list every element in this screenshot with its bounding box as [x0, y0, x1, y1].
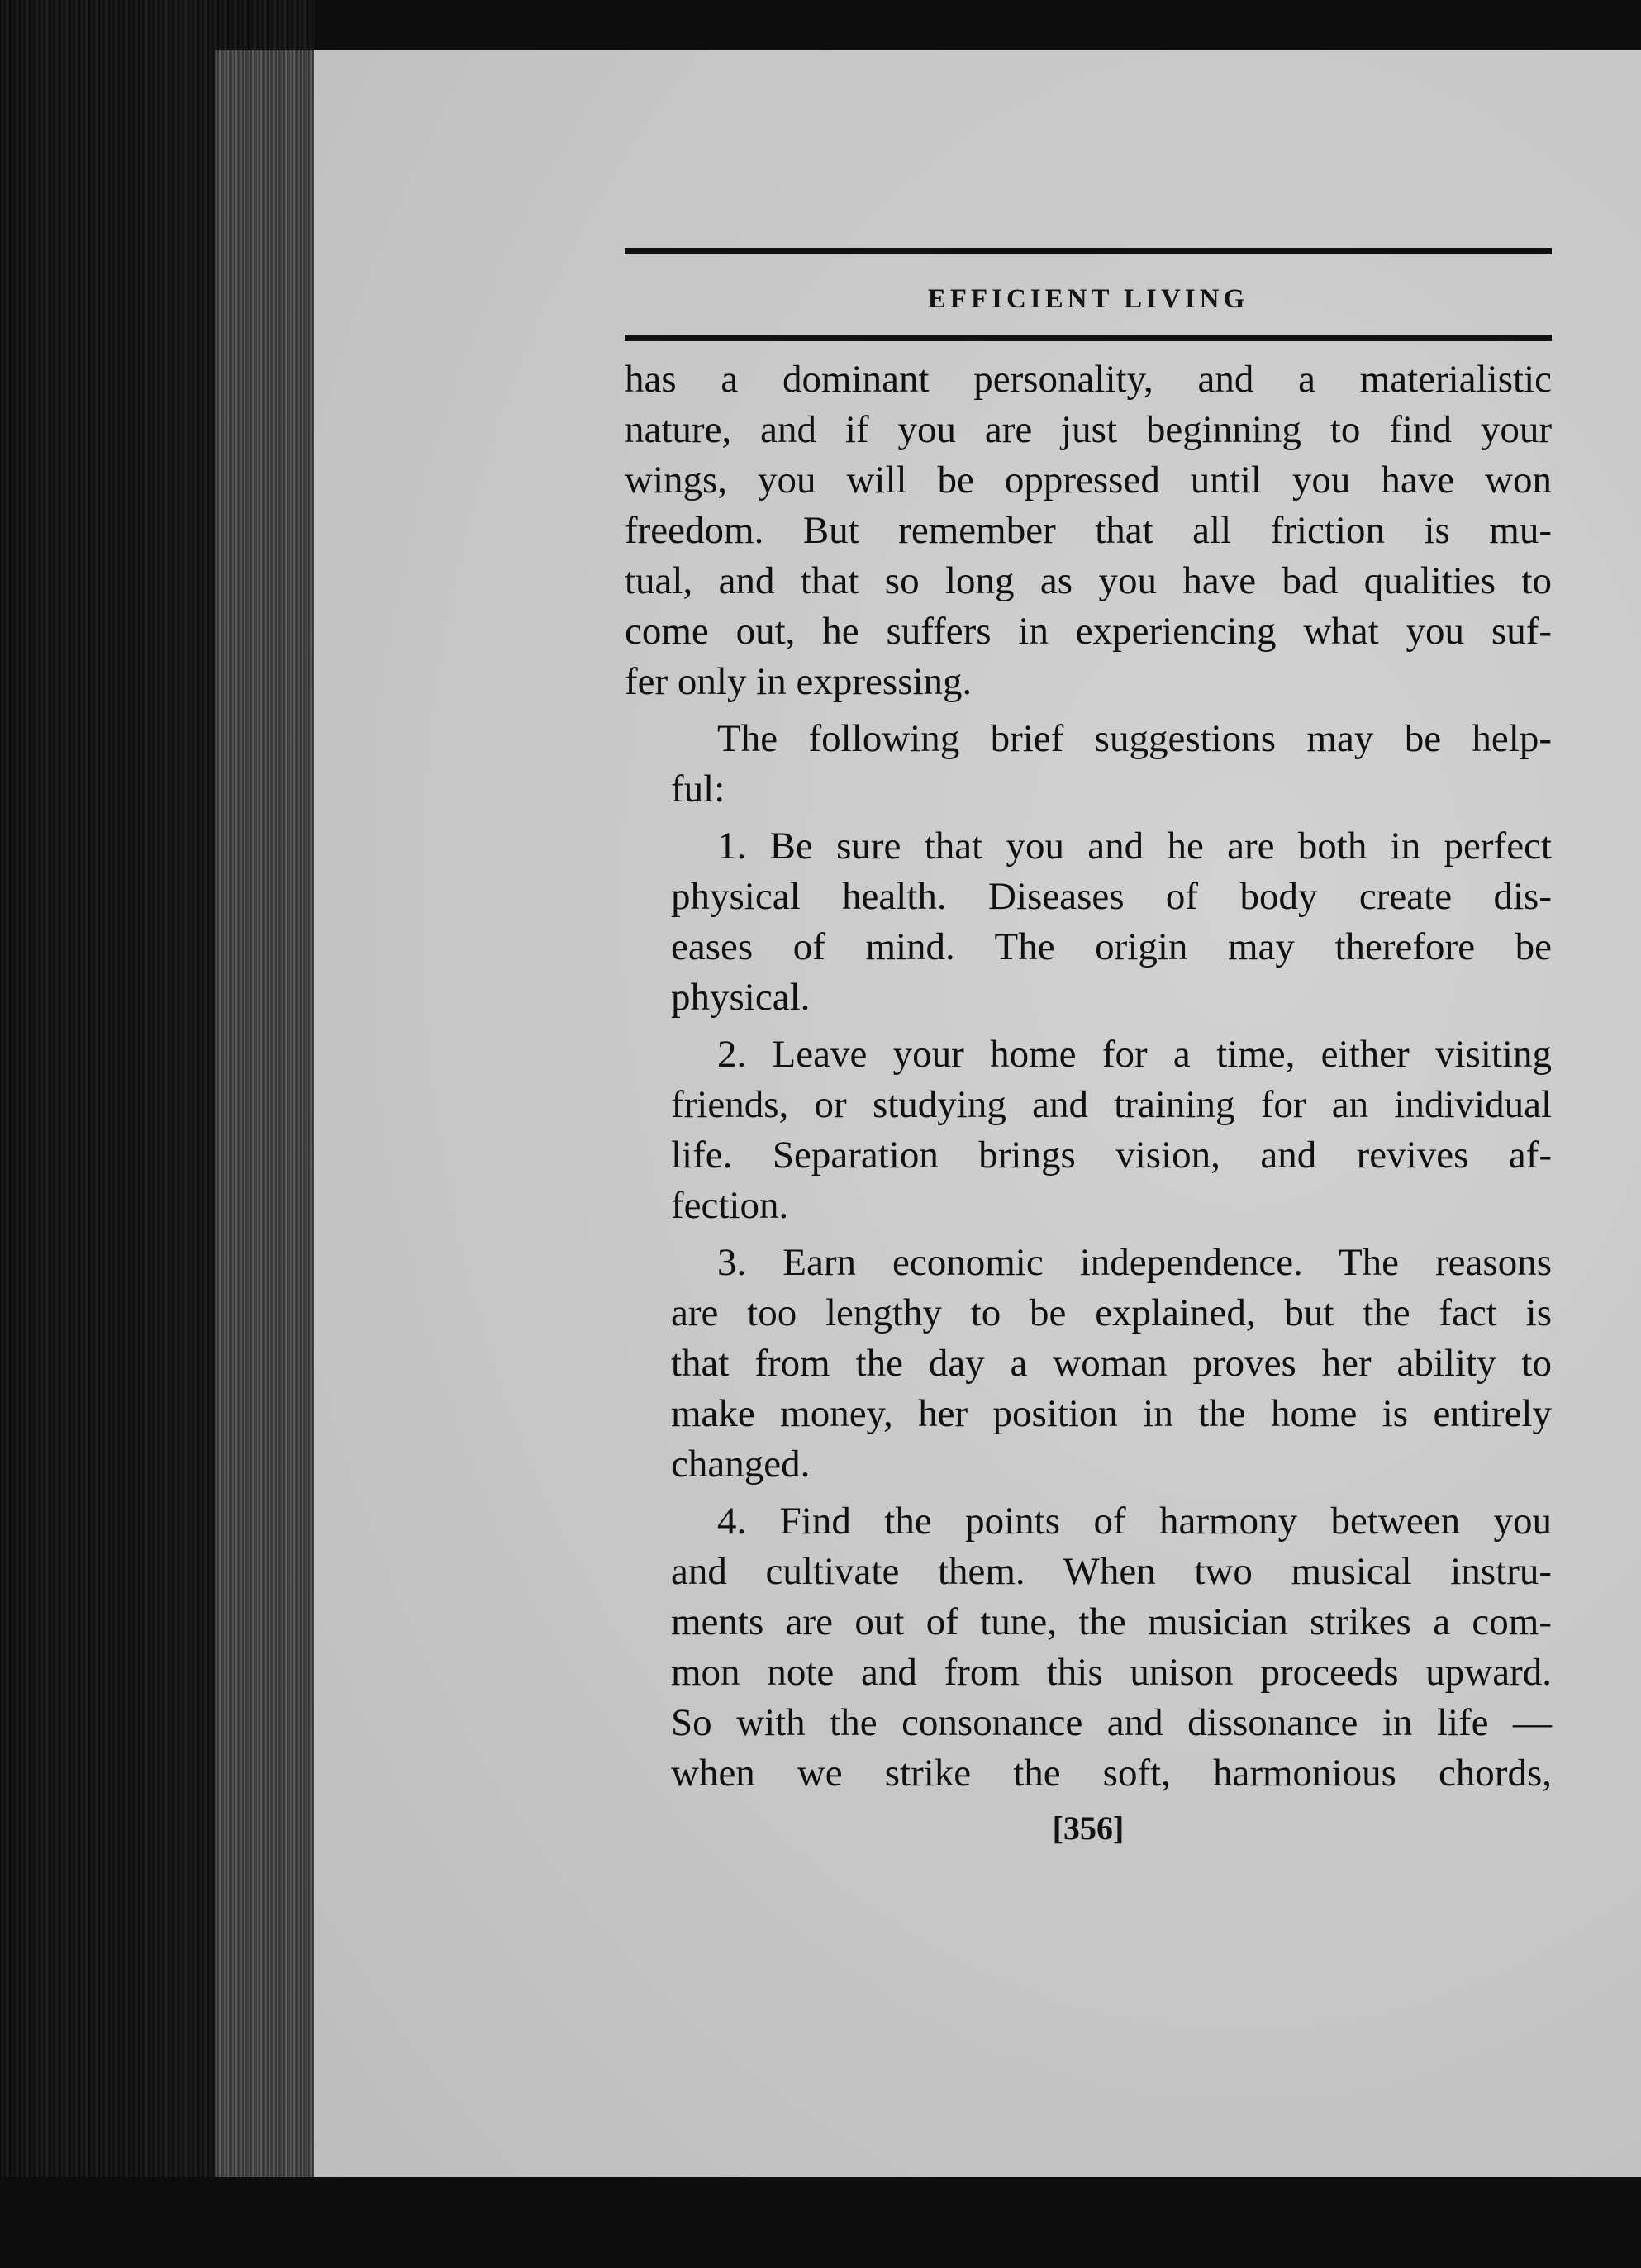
running-head: EFFICIENT LIVING [927, 284, 1249, 314]
text-line: 3. Earn economic independence. The reasons [717, 1241, 1552, 1284]
paragraph [625, 714, 1552, 815]
text-line: make money, her position in the home is entirely [671, 1392, 1552, 1435]
page-content [625, 248, 1552, 1847]
text-line: has a dominant personality, and a materialistic [625, 358, 1552, 401]
paragraph [625, 1496, 1552, 1799]
paragraph [625, 1029, 1552, 1231]
header-rule-bottom [625, 335, 1552, 341]
text-line: and cultivate them. When two musical instru- [671, 1550, 1552, 1593]
text-line: life. Separation brings vision, and revives af- [671, 1134, 1552, 1177]
page-edges [215, 50, 314, 2181]
paragraph [625, 354, 1552, 707]
text-line: fection. [671, 1184, 789, 1227]
paragraph [625, 1238, 1552, 1490]
text-line: 4. Find the points of harmony between you [717, 1500, 1552, 1543]
text-line: tual, and that so long as you have bad qualities to [625, 559, 1552, 602]
text-line: eases of mind. The origin may therefore be [671, 925, 1552, 968]
text-line: physical health. Diseases of body create dis- [671, 875, 1552, 918]
page-number: [356] [1052, 1809, 1125, 1847]
text-line: changed. [671, 1443, 811, 1486]
text-line: wings, you will be oppressed until you have won [625, 459, 1552, 502]
text-line: The following brief suggestions may be help- [717, 717, 1552, 760]
text-line: So with the consonance and dissonance in life — [671, 1701, 1552, 1744]
top-shadow [314, 0, 1641, 50]
text-line: nature, and if you are just beginning to find your [625, 408, 1552, 451]
text-line: friends, or studying and training for an individual [671, 1083, 1552, 1126]
text-line: freedom. But remember that all friction is mu- [625, 509, 1552, 552]
text-line: mon note and from this unison proceeds upward. [671, 1651, 1552, 1694]
text-line: ful: [671, 768, 725, 811]
text-line: fer only in expressing. [625, 660, 973, 703]
header-rule-top [625, 248, 1552, 254]
text-line: that from the day a woman proves her ability to [671, 1342, 1552, 1385]
bottom-shadow [0, 2177, 1641, 2268]
text-line: physical. [671, 976, 811, 1019]
body-text [625, 354, 1552, 1799]
text-line: come out, he suffers in experiencing what you suf- [625, 610, 1552, 653]
text-line: ments are out of tune, the musician strikes a com- [671, 1600, 1552, 1643]
text-line: when we strike the soft, harmonious chords, [671, 1752, 1552, 1795]
text-line: are too lengthy to be explained, but the fact is [671, 1291, 1552, 1334]
text-line: 2. Leave your home for a time, either visiting [717, 1033, 1552, 1076]
text-line: 1. Be sure that you and he are both in perfect [717, 825, 1552, 868]
paragraph [625, 821, 1552, 1023]
